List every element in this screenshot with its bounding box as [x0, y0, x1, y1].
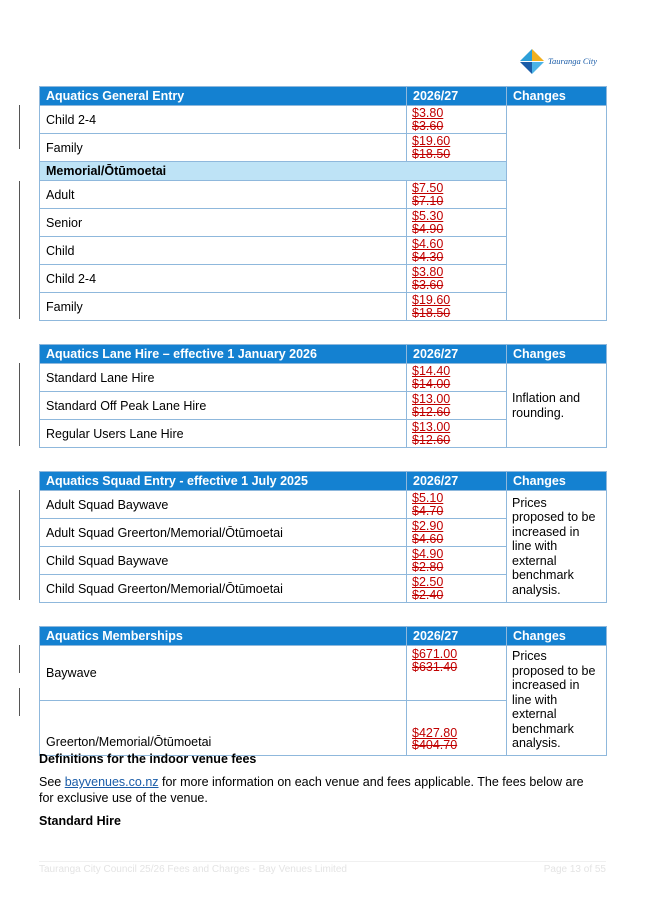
memberships-table	[39, 626, 607, 756]
price-cell	[407, 209, 507, 237]
bayvenues-link[interactable]: bayvenues.co.nz	[64, 775, 159, 789]
new-price: $4.60	[412, 237, 444, 251]
row-label: Child 2-4	[40, 106, 407, 134]
footer-divider	[39, 861, 606, 862]
table-title: Aquatics General Entry	[40, 87, 407, 106]
old-price: $12.60	[412, 404, 451, 419]
table-title: Aquatics Lane Hire – effective 1 January 2026	[40, 345, 407, 364]
table-row	[40, 491, 607, 519]
changes-cell	[507, 106, 607, 321]
old-price: $18.50	[412, 305, 451, 320]
change-bar	[19, 181, 20, 319]
change-bar	[19, 645, 20, 673]
old-price: $12.60	[412, 432, 451, 447]
squad-entry-table	[39, 471, 607, 603]
table-row	[40, 106, 607, 134]
new-price: $3.80	[412, 106, 444, 120]
price-cell	[407, 420, 507, 448]
table-title: Aquatics Squad Entry - effective 1 July 2025	[40, 472, 407, 491]
row-label: Child Squad Greerton/Memorial/Ōtūmoetai	[40, 575, 407, 603]
price-cell	[407, 519, 507, 547]
new-price: $13.00	[412, 420, 451, 434]
footer-document-title: Tauranga City Council 25/26 Fees and Charges - Bay Venues Limited	[39, 864, 347, 875]
changes-cell: Prices proposed to be increased in line with external benchmark analysis.	[507, 491, 607, 603]
new-price: $427.80	[412, 725, 458, 740]
change-bar	[19, 688, 20, 716]
old-price: $3.60	[412, 118, 444, 133]
table-header	[40, 472, 607, 491]
year-header: 2026/27	[407, 87, 507, 106]
old-price: $18.50	[412, 146, 451, 161]
year-header: 2026/27	[407, 345, 507, 364]
new-price: $2.50	[412, 575, 444, 589]
year-header: 2026/27	[407, 472, 507, 491]
row-label: Adult	[40, 181, 407, 209]
new-price: $13.00	[412, 392, 451, 406]
new-price: $5.10	[412, 491, 444, 505]
price-cell	[407, 392, 507, 420]
new-price: $671.00	[412, 647, 458, 661]
new-price: $19.60	[412, 134, 451, 148]
price-cell	[407, 237, 507, 265]
standard-hire-heading: Standard Hire	[39, 814, 121, 828]
row-label: Greerton/Memorial/Ōtūmoetai	[40, 700, 407, 755]
change-bar	[19, 363, 20, 446]
price-cell	[407, 265, 507, 293]
change-bar	[19, 105, 20, 149]
table-header	[40, 345, 607, 364]
old-price: $4.70	[412, 503, 444, 518]
old-price: $4.90	[412, 221, 444, 236]
new-price: $5.30	[412, 209, 444, 223]
old-price: $404.70	[412, 738, 458, 752]
new-price: $19.60	[412, 293, 451, 307]
price-cell	[407, 293, 507, 321]
changes-header: Changes	[507, 627, 607, 646]
price-cell	[407, 181, 507, 209]
table-row	[40, 646, 607, 701]
old-price: $631.40	[412, 659, 458, 674]
change-bar	[19, 490, 20, 600]
logo-mark-icon	[518, 47, 546, 77]
definitions-heading: Definitions for the indoor venue fees	[39, 752, 257, 766]
row-label: Child	[40, 237, 407, 265]
general-entry-table	[39, 86, 607, 321]
old-price: $4.60	[412, 531, 444, 546]
row-label: Child Squad Baywave	[40, 547, 407, 575]
changes-cell: Inflation and rounding.	[507, 364, 607, 448]
para-text: for more information on each venue and fees applicable. The fees below are for exclusive use of the venue.	[39, 775, 584, 805]
price-cell	[407, 575, 507, 603]
row-label: Senior	[40, 209, 407, 237]
changes-header: Changes	[507, 87, 607, 106]
tauranga-city-logo	[518, 47, 608, 77]
table-header	[40, 627, 607, 646]
definitions-paragraph	[39, 774, 599, 806]
row-label: Adult Squad Baywave	[40, 491, 407, 519]
price-cell	[407, 106, 507, 134]
table-title: Aquatics Memberships	[40, 627, 407, 646]
price-cell	[407, 491, 507, 519]
table-header	[40, 87, 607, 106]
row-label: Family	[40, 293, 407, 321]
new-price: $2.90	[412, 519, 444, 533]
old-price: $2.40	[412, 587, 444, 602]
price-cell	[407, 364, 507, 392]
year-header: 2026/27	[407, 627, 507, 646]
price-cell	[407, 547, 507, 575]
price-cell	[407, 646, 507, 701]
table-row	[40, 364, 607, 392]
changes-header: Changes	[507, 345, 607, 364]
new-price: $14.40	[412, 364, 451, 378]
old-price: $2.80	[412, 559, 444, 574]
logo-text: Tauranga City	[548, 56, 598, 66]
new-price: $7.50	[412, 181, 444, 195]
row-label: Baywave	[40, 646, 407, 701]
changes-cell: Prices proposed to be increased in line with external benchmark analysis.	[507, 646, 607, 756]
old-price: $3.60	[412, 277, 444, 292]
para-text: See	[39, 775, 65, 789]
price-cell	[407, 134, 507, 162]
row-label: Child 2-4	[40, 265, 407, 293]
old-price: $4.30	[412, 249, 444, 264]
new-price: $3.80	[412, 265, 444, 279]
row-label: Standard Off Peak Lane Hire	[40, 392, 407, 420]
old-price: $14.00	[412, 376, 451, 391]
row-label: Adult Squad Greerton/Memorial/Ōtūmoetai	[40, 519, 407, 547]
row-label: Standard Lane Hire	[40, 364, 407, 392]
lane-hire-table	[39, 344, 607, 448]
row-label: Regular Users Lane Hire	[40, 420, 407, 448]
changes-header: Changes	[507, 472, 607, 491]
row-label: Family	[40, 134, 407, 162]
subheading: Memorial/Ōtūmoetai	[40, 162, 507, 181]
old-price: $7.10	[412, 193, 444, 208]
new-price: $4.90	[412, 547, 444, 561]
price-cell	[407, 700, 507, 755]
footer-page-number: Page 13 of 55	[543, 864, 606, 875]
